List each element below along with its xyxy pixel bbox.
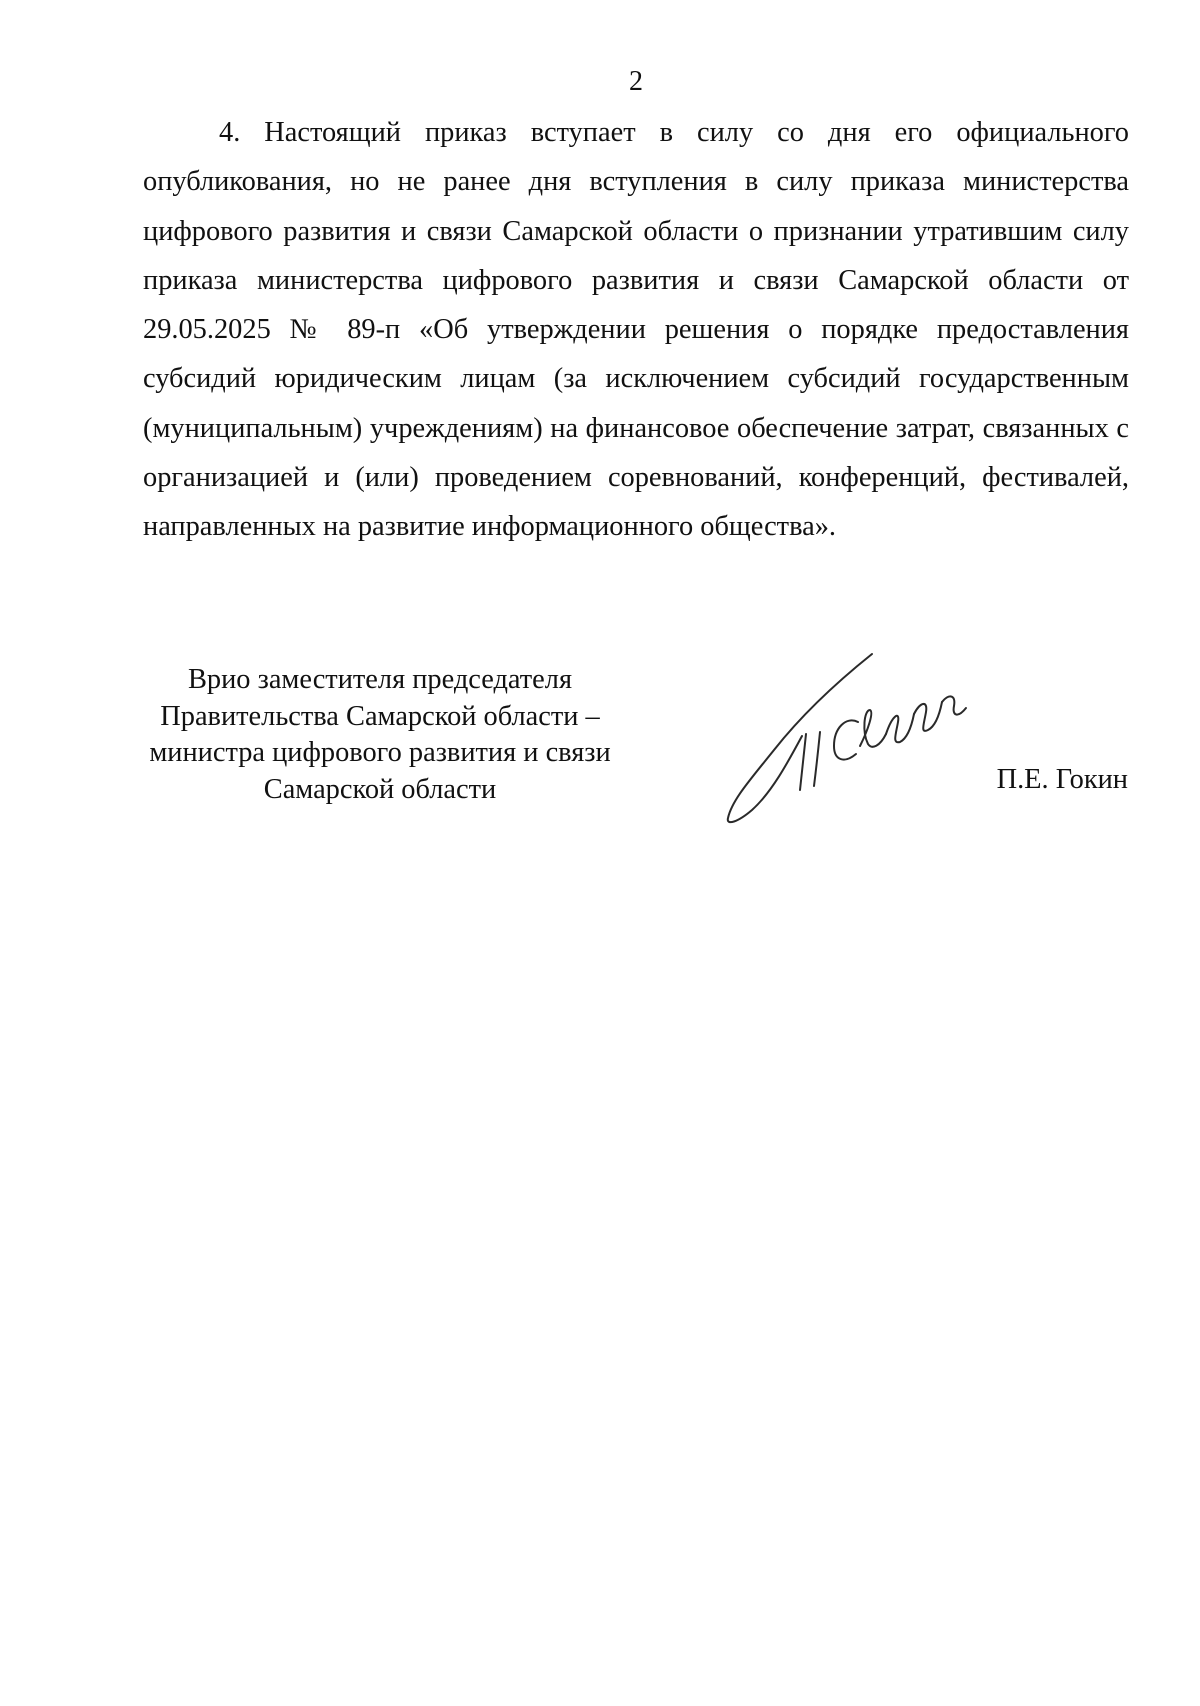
signatory-title-line: министра цифрового развития и связи — [149, 737, 611, 768]
document-body — [143, 108, 1129, 552]
page-number: 2 — [629, 66, 643, 97]
signatory-title — [130, 662, 630, 808]
signatory-title-line: Правительства Самарской области – — [160, 700, 600, 732]
paragraph-4: 4. Настоящий приказ вступает в силу со дня его официального опубликования, но не ранее дня вступления в силу приказа министерства цифрового развития и связи Самарской области о признании утратившим силу приказа министерства цифрового развития и связи Самарской области от 29.05.2025 № 89-п «Об утверждении решения о порядке предоставления субсидий юридическим лицам (за исключением субсидий государственным (муниципальным) учреждениям) на финансовое обеспечение затрат, связанных с организацией и (или) проведением соревнований, конференций, фестивалей, направленных на развитие информационного общества». — [143, 117, 1129, 543]
signatory-title-line: Врио заместителя председателя — [187, 664, 573, 695]
signatory-name: П.Е. Гокин — [996, 764, 1128, 795]
handwritten-signature — [722, 650, 972, 828]
signatory-title-line: Самарской области — [263, 773, 497, 805]
